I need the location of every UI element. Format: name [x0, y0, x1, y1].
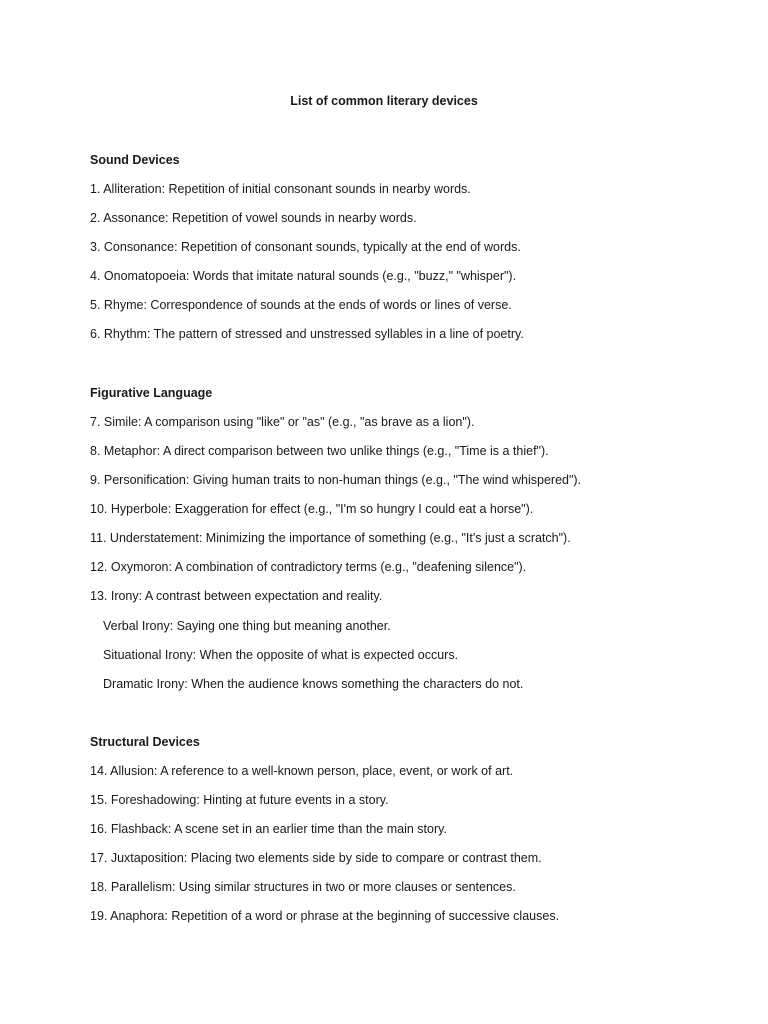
section-heading-structural-devices: Structural Devices — [90, 735, 200, 749]
list-item: 15. Foreshadowing: Hinting at future events in a story. — [90, 793, 389, 807]
list-item: 19. Anaphora: Repetition of a word or phrase at the beginning of successive clauses. — [90, 909, 560, 923]
list-item: 11. Understatement: Minimizing the importance of something (e.g., "It's just a scratch"). — [90, 531, 571, 545]
sub-list-item: Verbal Irony: Saying one thing but meaning another. — [103, 619, 391, 633]
list-item: 14. Allusion: A reference to a well-known person, place, event, or work of art. — [90, 764, 514, 778]
list-item: 10. Hyperbole: Exaggeration for effect (e.g., "I'm so hungry I could eat a horse"). — [90, 502, 534, 516]
section-heading-sound-devices: Sound Devices — [90, 153, 180, 167]
list-item: 5. Rhyme: Correspondence of sounds at the ends of words or lines of verse. — [90, 298, 512, 312]
list-item: 3. Consonance: Repetition of consonant sounds, typically at the end of words. — [90, 240, 521, 254]
list-item: 13. Irony: A contrast between expectation and reality. — [90, 589, 383, 603]
document-title: List of common literary devices — [290, 94, 478, 108]
sub-list-item: Situational Irony: When the opposite of what is expected occurs. — [103, 648, 459, 662]
list-item: 17. Juxtaposition: Placing two elements side by side to compare or contrast them. — [90, 851, 542, 865]
list-item: 18. Parallelism: Using similar structures in two or more clauses or sentences. — [90, 880, 516, 894]
list-item: 16. Flashback: A scene set in an earlier time than the main story. — [90, 822, 447, 836]
sub-list-item: Dramatic Irony: When the audience knows something the characters do not. — [103, 677, 524, 691]
list-item: 12. Oxymoron: A combination of contradictory terms (e.g., "deafening silence"). — [90, 560, 527, 574]
list-item: 6. Rhythm: The pattern of stressed and unstressed syllables in a line of poetry. — [90, 327, 524, 341]
list-item: 7. Simile: A comparison using "like" or "as" (e.g., "as brave as a lion"). — [90, 415, 475, 429]
section-heading-figurative-language: Figurative Language — [90, 386, 213, 400]
list-item: 1. Alliteration: Repetition of initial consonant sounds in nearby words. — [90, 182, 471, 196]
list-item: 2. Assonance: Repetition of vowel sounds in nearby words. — [90, 211, 417, 225]
list-item: 4. Onomatopoeia: Words that imitate natural sounds (e.g., "buzz," "whisper"). — [90, 269, 517, 283]
list-item: 8. Metaphor: A direct comparison between two unlike things (e.g., "Time is a thief"). — [90, 444, 549, 458]
list-item: 9. Personification: Giving human traits to non-human things (e.g., "The wind whispered"). — [90, 473, 582, 487]
